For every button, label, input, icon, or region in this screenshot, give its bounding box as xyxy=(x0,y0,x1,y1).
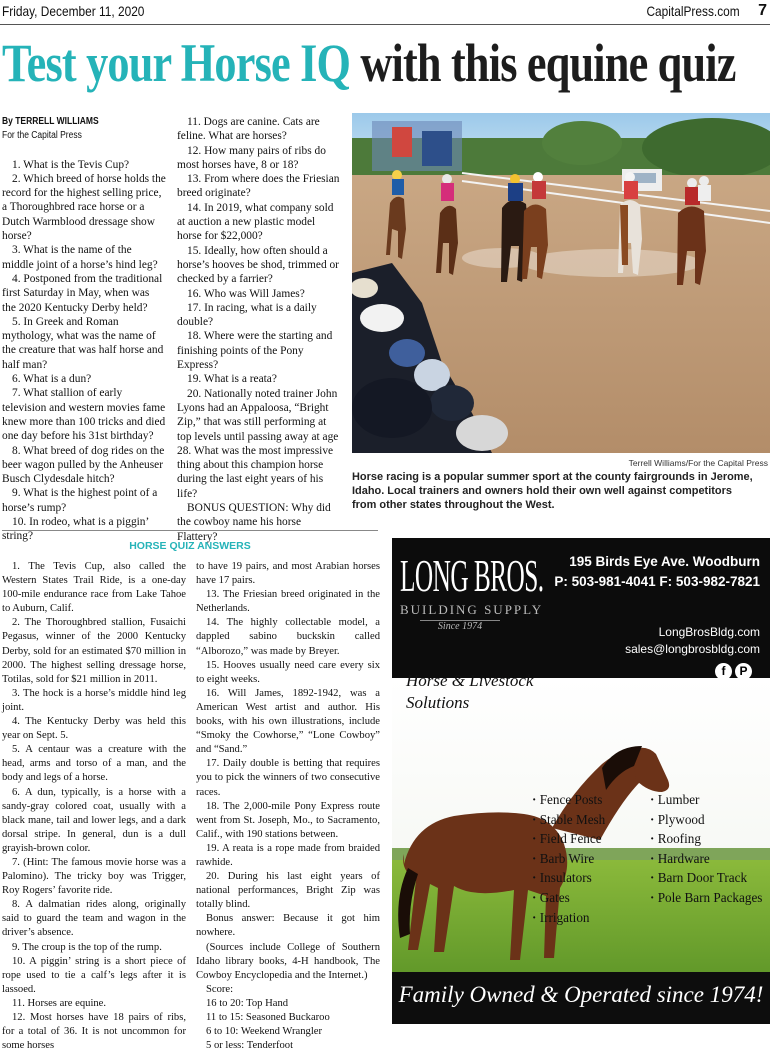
answer: 10. A piggin’ string is a short piece of rope used to tie a calf’s legs after it is lassoed. xyxy=(2,955,186,995)
answer: 5. A centaur was a creature with the head, arms and torso of a man, and the body and legs of a horse. xyxy=(2,744,186,784)
byline-affiliation: For the Capital Press xyxy=(2,130,82,142)
headline-rest: with this equine quiz xyxy=(350,33,736,93)
question: 12. How many pairs of ribs do most horses have, 8 or 18? xyxy=(177,144,326,171)
photo-credit: Terrell Williams/For the Capital Press xyxy=(628,458,768,468)
question: 1. What is the Tevis Cup? xyxy=(12,158,130,171)
byline-author: By TERRELL WILLIAMS xyxy=(2,116,99,127)
ad-product: · Barn Door Track xyxy=(650,868,762,888)
answer: 17. Daily double is betting that requires you to pick the winners of two consecutive races. xyxy=(196,758,380,798)
question: 15. Ideally, how often should a horse’s hooves be shod, trimmed or checked by a farrier? xyxy=(177,244,339,286)
question: 8. What breed of dog rides on the beer wagon pulled by the Anheuser Busch Clydesdale hitch? xyxy=(2,444,165,486)
answer: 1. The Tevis Cup, also called the Western States Trail Ride, is a one-day 100-mile endurance race from Lake Tahoe to Auburn, Calif. xyxy=(2,561,186,615)
ad-online xyxy=(625,624,760,658)
facebook-icon[interactable]: f xyxy=(715,663,732,680)
ad-phones: P: 503-981-4041 F: 503-982-7821 xyxy=(554,574,760,589)
question: 5. In Greek and Roman mythology, what was the name of the creature that was half horse and half man? xyxy=(2,315,164,371)
questions-column-2 xyxy=(177,115,341,544)
ad-product: · Irrigation xyxy=(532,908,605,928)
horse-racing-photo xyxy=(352,113,770,453)
ad-address: 195 Birds Eye Ave. Woodburn xyxy=(569,554,760,569)
ad-product-list-1 xyxy=(532,790,605,927)
ad-product: · Lumber xyxy=(650,790,762,810)
question: 11. Dogs are canine. Cats are feline. What are horses? xyxy=(177,116,320,143)
questions-column-1 xyxy=(2,115,166,544)
score-tier: 5 or less: Tenderfoot xyxy=(206,1040,294,1052)
ad-contact xyxy=(554,552,760,592)
page-number: 7 xyxy=(758,2,767,19)
issue-date: Friday, December 11, 2020 xyxy=(2,3,145,19)
ad-tagline-line2: Solutions xyxy=(406,693,470,712)
pinterest-icon[interactable]: P xyxy=(735,663,752,680)
question: 19. What is a reata? xyxy=(187,373,277,386)
ad-tagline xyxy=(406,670,533,714)
ad-product: · Plywood xyxy=(650,810,762,830)
answer: 20. During his last eight years of national performances, Bright Zip was totally blind. xyxy=(196,871,380,911)
ad-product-list-2 xyxy=(650,790,762,908)
answer: 7. (Hint: The famous movie horse was a Palomino). The tricky boy was Trigger, Roy Rogers’ favorite ride. xyxy=(2,856,186,897)
ad-product: · Insulators xyxy=(532,868,605,888)
answer: 18. The 2,000-mile Pony Express route went from St. Joseph, Mo., to Sacramento, Calif., with 190 stations between. xyxy=(196,800,380,840)
question: 4. Postponed from the traditional first Saturday in May, when was the 2020 Kentucky Derby held? xyxy=(2,272,163,314)
question: 3. What is the name of the middle joint of a horse’s hind leg? xyxy=(2,244,158,271)
ad-product: · Hardware xyxy=(650,849,762,869)
ad-logo-since: Since 1974 xyxy=(420,620,500,632)
ad-product: · Field Fence xyxy=(532,829,605,849)
question: 6. What is a dun? xyxy=(12,373,92,386)
ad-footer-text: Family Owned & Operated since 1974! xyxy=(398,982,764,1007)
ad-logo xyxy=(400,550,544,632)
photo-caption: Horse racing is a popular summer sport at the county fairgrounds in Jerome, Idaho. Local trainers and owners hold their own well against competitors from other states throughout the West. xyxy=(352,471,753,511)
question: 18. Where were the starting and finishing points of the Pony Express? xyxy=(177,330,333,372)
answer: 19. A reata is a rope made from braided rawhide. xyxy=(196,842,380,868)
question: 13. From where does the Friesian breed originate? xyxy=(177,173,340,200)
section-divider xyxy=(2,530,378,531)
sources-note: (Sources include College of Southern Idaho library books, 4-H handbook, The Cowboy Encyclopedia and the Internet.) xyxy=(196,941,380,981)
answers-column-1 xyxy=(2,560,186,1053)
bonus-answer: Bonus answer: Because it got him nowhere. xyxy=(196,913,380,939)
ad-product: · Barb Wire xyxy=(532,849,605,869)
ad-product: · Stable Mesh xyxy=(532,810,605,830)
site-name[interactable]: CapitalPress.com xyxy=(646,3,740,19)
headline-accent: Test your Horse IQ xyxy=(2,33,351,93)
ad-logo-sub: BUILDING SUPPLY xyxy=(400,602,544,617)
question: 9. What is the highest point of a horse’s rump? xyxy=(2,487,158,514)
question: 16. Who was Will James? xyxy=(187,287,305,300)
ad-product: · Pole Barn Packages xyxy=(650,888,762,908)
answer: 9. The croup is the top of the rump. xyxy=(12,941,162,953)
bonus-question: BONUS QUESTION: Why did the cowboy name his horse Flattery? xyxy=(177,502,331,543)
answer-continued: to have 19 pairs, and most Arabian horses have 17 pairs. xyxy=(196,561,380,587)
answers-column-2 xyxy=(196,560,380,1053)
ad-footer xyxy=(392,972,770,1024)
ad-product: · Fence Posts xyxy=(532,790,605,810)
answer: 8. A dalmatian rides along, originally said to guard the team and wagon in the driver’s absence. xyxy=(2,899,186,939)
ad-tagline-line1: Horse & Livestock xyxy=(406,671,534,690)
answer: 14. The highly collectable model, a dappled sabino buckskin called “Alborozo,” was made by Breyer. xyxy=(196,617,380,657)
ad-product: · Gates xyxy=(532,888,605,908)
answer: 11. Horses are equine. xyxy=(12,997,107,1009)
headline xyxy=(2,32,736,94)
score-heading: Score: xyxy=(206,983,234,995)
ad-logo-main: LONG BROS. xyxy=(400,550,544,601)
answers-title: HORSE QUIZ ANSWERS xyxy=(129,540,251,552)
answer: 13. The Friesian breed originated in the Netherlands. xyxy=(196,589,380,615)
answer: 4. The Kentucky Derby was held this year on Sept. 5. xyxy=(2,716,186,742)
answer: 12. Most horses have 18 pairs of ribs, for a total of 36. It is not uncommon for some horses xyxy=(2,1012,186,1052)
question: 2. Which breed of horse holds the record for the highest selling price, a Thoroughbred race horse or a Dutch Warmblood dressage show horse? xyxy=(2,172,166,243)
score-tier: 11 to 15: Seasoned Buckaroo xyxy=(206,1012,330,1023)
long-bros-advertisement[interactable] xyxy=(392,538,770,1024)
answer: 6. A dun, typically, is a horse with a sandy-gray colored coat, usually with a black mane, tail and lower legs, and a dark dorsal stripe. In general, dun is a dull grayish-brown color. xyxy=(2,786,186,854)
answer: 3. The hock is a horse’s middle hind leg joint. xyxy=(2,687,186,713)
score-tier: 16 to 20: Top Hand xyxy=(206,997,289,1009)
ad-website[interactable]: LongBrosBldg.com xyxy=(658,625,760,639)
page-header xyxy=(0,0,770,25)
question: 14. In 2019, what company sold at auction a new plastic model horse for $22,000? xyxy=(177,201,334,243)
question: 10. In rodeo, what is a piggin’ string? xyxy=(2,516,149,543)
answer: 2. The Thoroughbred stallion, Fusaichi Pegasus, winner of the 2000 Kentucky Derby, sold for an estimated $70 million in 2000. The highest selling dressage horse, Totilas, sold for $21 million in 2011. xyxy=(2,617,186,685)
answer: 15. Hooves usually need care every six to eight weeks. xyxy=(196,659,380,685)
question: 17. In racing, what is a daily double? xyxy=(177,301,317,329)
answer: 16. Will James, 1892-1942, was a American West artist and author. His books, with his own illustrations, include “Smoky the Cowhorse,” “Lone Cowboy” and “Sand.” xyxy=(196,687,380,756)
question: 7. What stallion of early television and western movies fame knew more than 100 tricks and died one day before his 31st birthday? xyxy=(2,387,166,443)
question: 20. Nationally noted trainer John Lyons had an Appaloosa, “Bright Zip,” that was still performing at top levels until passing away at age 28. What was the most impressive thing about this champion horse during the last eight years of his life? xyxy=(177,387,339,500)
ad-email[interactable]: sales@longbrosbldg.com xyxy=(625,642,760,656)
score-tier: 6 to 10: Weekend Wrangler xyxy=(206,1026,323,1038)
ad-product: · Roofing xyxy=(650,829,762,849)
